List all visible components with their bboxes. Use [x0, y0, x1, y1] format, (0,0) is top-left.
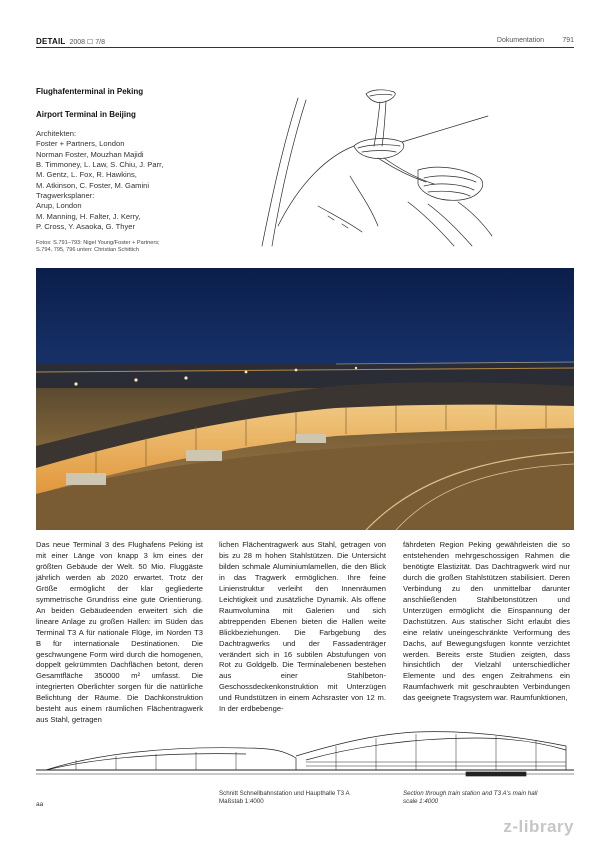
body-column-1: Das neue Terminal 3 des Flughafens Peking ist mit einer Länge von knapp 3 km eines der größten Gebäude der Welt. 50 Mio. Fluggäste jährlich werden ab 2020 erwartet. Trotz der Größe ermöglicht der klar gegliederte symmetrische Grundriss eine gute Orientierung. An beiden Gebäudeenden erweitert sich die lineare Anlage zu großen Hallen: im Süden das Terminal T3 A für nationale Flüge, im Norden T3 B für internationale Destinationen. Die geschwungene Form wird durch die homogenen, doppelt gekrümmten Dachflächen betont, deren Gesamtfläche 350000 m² umfasst. Die integrierten Oberlichter sorgen für die natürliche Belichtung der Räume. Die Dachkonstruktion besteht aus einem räumlichen Flächentragwerk aus Stahl, getragen: [36, 540, 203, 725]
caption-line: Schnitt Schnellbahnstation und Haupthalle T3 A: [219, 790, 350, 797]
credit-line: M. Atkinson, C. Foster, M. Gamini: [36, 180, 150, 190]
credit-line: Arup, London: [36, 201, 82, 211]
section-label-aa: aa: [36, 801, 44, 808]
watermark: z-library: [503, 817, 574, 836]
terminal-night-photo: [36, 268, 574, 530]
header-rule: [36, 47, 574, 48]
body-column-3: fährdeten Region Peking gewährleisten die so entstehenden mehrgeschossigen Rahmen die benötigte Elastizität. Das Dachtragwerk wird nur durch die großen Stahlstützen stabilisiert. Deren Verbindung zu den unmittelbar darunter anschließenden Stahlbetonstützen und Unterzügen ermöglicht die Einspannung der Dachstützen. Aus statischer Sicht erlaubt dies eine relativ uneingeschränkte Verformung des Dachs, auf Bewegungsfugen konnte verzichtet werden. Bereits erste Studien zeigten, dass hinsichtlich der Vielzahl unterschiedlicher Elemente und des engen Zeitrahmens ein Raumfachwerk mit geschraubten Verbindungen das geeignete Tragsystem war. Raumfunktionen,: [403, 540, 570, 703]
issue-number: 2008 ☐ 7/8: [69, 39, 105, 46]
project-credits: [36, 129, 246, 232]
credit-line: M. Manning, H. Falter, J. Kerry,: [36, 211, 141, 221]
credit-line: M. Gentz, L. Fox, R. Hawkins,: [36, 170, 137, 180]
section-drawing: [36, 726, 574, 778]
credit-line: Foster + Partners, London: [36, 139, 125, 149]
caption-line: Section through train station and T3 A's main hall: [403, 790, 538, 797]
photo-credit-line: S.794, 795, 796 unten: Christian Schittich: [36, 247, 139, 254]
credit-line: Tragwerksplaner:: [36, 191, 95, 201]
caption-line: Maßstab 1:4000: [219, 798, 264, 806]
credit-line: P. Cross, Y. Asaoka, G. Thyer: [36, 222, 136, 232]
body-column-2: lichen Flächentragwerk aus Stahl, getragen von bis zu 28 m hohen Stahlstützen. Die Untersicht bilden schmale Aluminiumlamellen, die den Blick in das Tragwerk ermöglichen. Ihre feine Linienstruktur verleiht den Innenräumen Leichtigkeit und zusätzliche Dynamik. Als offene Raumvolumina mit Galerien und sich abtreppenden Ebenen bieten die Hallen weite Blickbeziehungen. Die Farbgebung des Dachtragwerks und der Fassadenträger verändert sich in 16 subtilen Abstufungen von Rot zu Goldgelb. Die Terminalebenen bestehen aus einer Stahlbeton-Geschossdeckenkonstruktion mit Unterzügen und Rundstützen in einem Achsraster von 12 m. In der erdbebenge-: [219, 540, 386, 714]
credit-line: B. Timmoney, L. Law, S. Chiu, J. Parr,: [36, 160, 164, 170]
title-english: Airport Terminal in Beijing: [36, 110, 136, 119]
section-label: Dokumentation: [496, 37, 544, 44]
photo-credit: [36, 240, 266, 255]
caption-english: [403, 790, 537, 806]
architect-sketch: [258, 86, 496, 254]
title-german: Flughafenterminal in Peking: [36, 87, 144, 96]
credit-line: Norman Foster, Mouzhan Majidi: [36, 149, 144, 159]
credit-line: Architekten:: [36, 129, 77, 138]
caption-line: scale 1:4000: [403, 798, 439, 806]
page-number: 791: [562, 37, 574, 44]
magazine-brand: DETAIL: [36, 37, 66, 46]
caption-german: [219, 790, 350, 806]
photo-credit-line: Fotos: S.791–793: Nigel Young/Foster + Partners;: [36, 240, 160, 246]
